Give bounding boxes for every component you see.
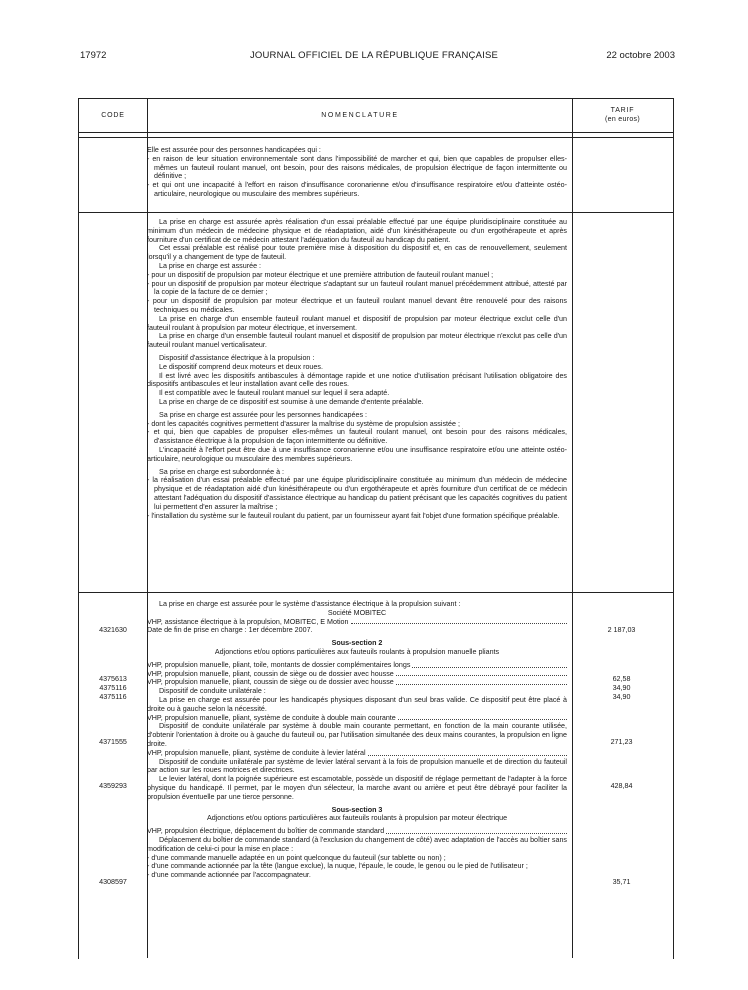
product-code: 4359293 <box>99 782 127 790</box>
product-price: 34,90 <box>612 684 631 692</box>
list-item: - d'une commande manuelle adaptée en un point quelconque du fauteuil (sur tablette ou non) ; <box>147 853 446 862</box>
paragraph: Dispositif de conduite unilatérale par système de levier latéral servant à la fois de propulsion manuelle et de direction du fauteuil par action sur les roues motrices et directrices. <box>147 757 567 775</box>
row-divider-2 <box>78 592 674 593</box>
subsection-title: Sous-section 3 <box>331 805 383 814</box>
list-item: - l'installation du système sur le fauteuil roulant du patient, par un fournisseur ayant fait l'objet d'une formation spécifique préalable. <box>147 511 560 520</box>
paragraph: La prise en charge d'un ensemble fauteuil roulant manuel et dispositif de propulsion par moteur électrique n'exclut pas celle d'un fauteuil roulant manuel verticalisateur. <box>147 332 567 350</box>
tarif-column-divider <box>572 98 573 958</box>
list-item: - d'une commande actionnée par la tête (langue exclue), la nuque, l'épaule, le coude, le genou ou le pied de l'utilisateur ; <box>147 862 528 871</box>
paragraph: L'incapacité à l'effort peut être due à une insuffisance coronarienne et/ou une insuffisance respiratoire et/ou une atteinte ostéo-articulaire, neurologique ou musculaire des membres supérieurs. <box>147 445 567 463</box>
subsection-subtitle: Adjonctions et/ou options particulières aux fauteuils roulants à propulsion manuelle pliants <box>214 647 500 656</box>
column-header-nomenclature: NOMENCLATURE <box>321 112 399 119</box>
list-item: - et qui ont une incapacité à l'effort en raison d'insuffisance coronarienne et/ou d'insuffisance respiratoire et/ou d'atteinte ostéo-articulaire, neurologique ou musculaire des membres supérieurs. <box>147 181 567 198</box>
product-code: 4321630 <box>99 626 127 634</box>
product-code: 4371555 <box>99 738 127 746</box>
paragraph: Dispositif de conduite unilatérale : <box>159 687 266 696</box>
column-header-tarif-unit: (en euros) <box>605 116 640 123</box>
paragraph: Déplacement du boîtier de commande standard (à l'exclusion du changement de côté) avec adaptation de l'accès au boîtier sans modification de celui-ci pour la mise en place : <box>147 835 567 853</box>
product-code: 4375116 <box>99 684 127 692</box>
subsection-title: Sous-section 2 <box>331 639 383 648</box>
list-item: - d'une commande actionnée par l'accompagnateur. <box>147 871 311 880</box>
paragraph: Le levier latéral, dont la poignée supérieure est escamotable, possède un dispositif de réglage permettant de l'adapter à la force physique du handicapé. Il permet, par le moyen d'un sélecteur, la marche avant ou arrière et peut être débrayé pour faciliter la propulsion éventuelle par une tierce personne. <box>147 775 567 801</box>
paragraph: La prise en charge est assurée pour le système d'assistance électrique à la propulsion suivant : <box>159 600 461 608</box>
product-line: VHP, propulsion manuelle, pliant, coussin de siège ou de dossier avec housse <box>147 678 567 687</box>
product-price: 271,23 <box>610 738 633 746</box>
product-price: 35,71 <box>612 878 631 886</box>
list-item: - et qui, bien que capables de propulser elles-mêmes un fauteuil roulant manuel, ont besoin pour des raisons médicales, d'assistance électrique à la propulsion de façon intermittente ou définitive. <box>147 428 567 446</box>
listing-block <box>147 600 567 880</box>
header-double-line <box>78 137 674 138</box>
paragraph: Il est livré avec les dispositifs antibascules à démontage rapide et une notice d'utilisation précisant l'utilisation obligatoire des dispositifs antibascules et leur installation avant celle des roues. <box>147 371 567 389</box>
paragraph: Le dispositif comprend deux moteurs et deux roues. <box>159 362 323 371</box>
paragraph: La prise en charge de ce dispositif est soumise à une demande d'entente préalable. <box>159 397 424 406</box>
product-line: VHP, propulsion manuelle, pliant, coussin de siège ou de dossier avec housse <box>147 670 567 679</box>
product-line: VHP, propulsion manuelle, pliant, toile, montants de dossier complémentaires longs <box>147 661 567 670</box>
page-number: 17972 <box>80 50 107 61</box>
product-price: 2 187,03 <box>607 626 636 634</box>
product-price: 428,84 <box>610 782 633 790</box>
product-line: VHP, propulsion manuelle, pliant, système de conduite à double main courante <box>147 714 567 723</box>
product-code: 4308597 <box>99 878 127 886</box>
list-item: - dont les capacités cognitives permettent d'assurer la maîtrise du système de propulsion assistée ; <box>147 419 460 428</box>
publication-date: 22 octobre 2003 <box>606 50 675 61</box>
list-item: - la réalisation d'un essai préalable effectué par une équipe pluridisciplinaire constituée au minimum d'un médecin de médecine physique et de réadaptation aidé d'un kinésithérapeute ou d'un ergothérapeute et après fourniture d'un certificat de ce médecin attestant l'adéquation du dispositif d'assistance électrique au handicap du patient précisant que les capacités cognitives du patient lui permettent d'en assurer la maîtrise ; <box>147 476 567 511</box>
paragraph: Elle est assurée pour des personnes handicapées qui : <box>147 146 321 154</box>
eligibility-block <box>147 146 567 199</box>
end-date: Date de fin de prise en charge : 1er décembre 2007. <box>147 626 313 635</box>
list-item: - pour un dispositif de propulsion par moteur électrique s'adaptant sur un fauteuil roulant manuel précédemment attribué, attesté par la copie de la facture de ce dernier ; <box>147 279 567 297</box>
journal-title: JOURNAL OFFICIEL DE LA RÉPUBLIQUE FRANÇAISE <box>249 50 499 61</box>
product-code: 4375613 <box>99 675 127 683</box>
product-line: VHP, assistance électrique à la propulsion, MOBITEC, E Motion <box>147 618 567 627</box>
product-code: 4375116 <box>99 693 127 701</box>
paragraph: Cet essai préalable est réalisé pour toute première mise à disposition du dispositif et, en cas de renouvellement, seulement lorsqu'il y a changement de type de fauteuil. <box>147 244 567 262</box>
list-item: - pour un dispositif de propulsion par moteur électrique et une première attribution de fauteuil roulant manuel ; <box>147 270 494 279</box>
paragraph: La prise en charge est assurée : <box>159 261 262 270</box>
conditions-block <box>147 218 567 520</box>
list-item: - en raison de leur situation environnementale sont dans l'impossibilité de marcher et qui, bien que capables de propulser elles-mêmes un fauteuil roulant manuel, ont besoin, pour des raisons médicales, de propulsion électrique de façon intermittente ou définitive ; <box>147 154 567 181</box>
paragraph: Dispositif d'assistance électrique à la propulsion : <box>159 353 315 362</box>
product-line: VHP, propulsion manuelle, pliant, système de conduite à levier latéral <box>147 749 567 758</box>
column-header-tarif: TARIF <box>610 107 635 114</box>
product-price: 34,90 <box>612 693 631 701</box>
paragraph: Il est compatible avec le fauteuil roulant manuel sur lequel il sera adapté. <box>159 389 390 398</box>
column-header-code: CODE <box>101 112 125 119</box>
company-heading: Société MOBITEC <box>327 608 387 617</box>
paragraph: Sa prise en charge est subordonnée à : <box>159 467 285 476</box>
paragraph: Dispositif de conduite unilatérale par système à double main courante permettant, en fonction de la main courante utilisée, d'obtenir l'orientation à droite ou à gauche du fauteuil ou, par l'utilisation simultanée des deux mains courantes, la propulsion en ligne droite. <box>147 722 567 748</box>
product-line: VHP, propulsion électrique, déplacement du boîtier de commande standard <box>147 827 567 836</box>
subsection-subtitle: Adjonctions et/ou options particulières aux fauteuils roulants à propulsion par moteur électrique <box>206 814 508 823</box>
paragraph: La prise en charge est assurée pour les handicapés physiques disposant d'un seul bras valide. Ce dispositif peut être placé à droite ou à gauche selon la nécessité. <box>147 695 567 713</box>
paragraph: Sa prise en charge est assurée pour les personnes handicapées : <box>159 410 368 419</box>
product-price: 62,58 <box>612 675 631 683</box>
header-row-divider <box>78 132 674 133</box>
row-divider-1 <box>78 212 674 213</box>
paragraph: La prise en charge d'un ensemble fauteuil roulant manuel et dispositif de propulsion par moteur électrique exclut celle d'un fauteuil roulant à propulsion par moteur électrique, et inversement. <box>147 314 567 332</box>
paragraph: La prise en charge est assurée après réalisation d'un essai préalable effectué par une équipe pluridisciplinaire constituée au minimum d'un médecin de médecine physique et de réadaptation, aidé d'un kinésithérapeute ou d'un ergothérapeute et après fourniture d'un certificat de ce médecin attestant l'adéquation du fauteuil au handicap du patient. <box>147 218 567 244</box>
list-item: - pour un dispositif de propulsion par moteur électrique et un fauteuil roulant manuel devant être renouvelé pour des raisons techniques ou médicales. <box>147 297 567 314</box>
